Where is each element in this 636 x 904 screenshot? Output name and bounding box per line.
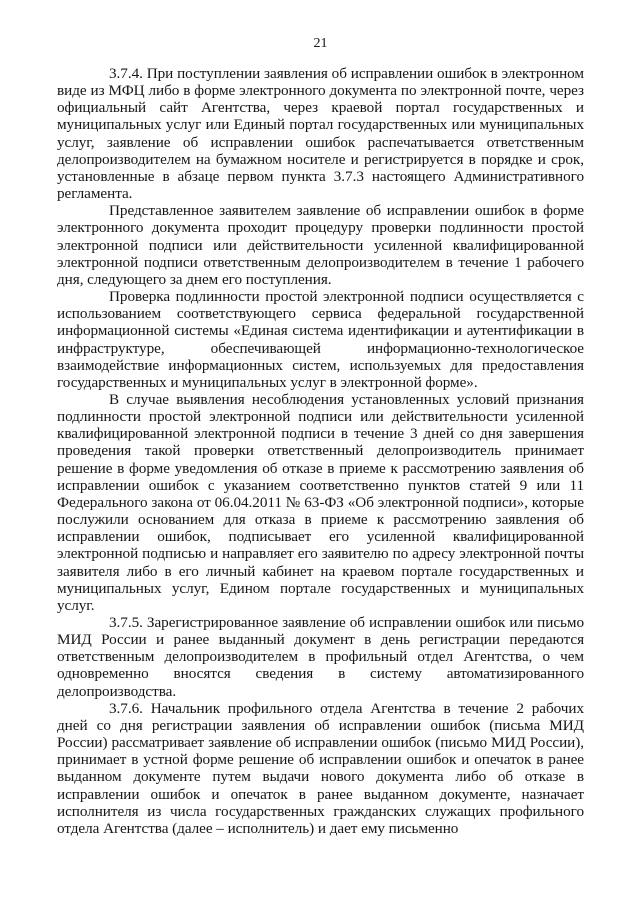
page-number: 21 [313, 36, 328, 51]
paragraph-simple-signature-verification: Проверка подлинности простой электронной подписи осуществляется с использованием соответствующего сервиса федеральной государственной информационной системы «Единая система идентификации и аутентификации в инфраструктуре, обеспечивающей информационно-технологическое взаимодействие информационных систем, используемых для предоставления государственных и муниципальных услуг в электронной форме». [57, 288, 584, 391]
paragraph-signature-rejection: В случае выявления несоблюдения установленных условий признания подлинности простой электронной подписи или действительности усиленной квалифицированной электронной подписи в течение 3 дней со дня завершения проведения такой проверки ответственный делопроизводитель принимает решение в форме уведомления об отказе в приеме к рассмотрению заявления об исправлении ошибок с указанием соответственно пунктов статей 9 или 11 Федерального закона от 06.04.2011 № 63-ФЗ «Об электронной подписи», которые послужили основанием для отказа в приеме к рассмотрению заявления об исправлении ошибок, подписывает его усиленной квалифицированной электронной подписью и направляет его заявителю по адресу электронной почты заявителя либо в его личный кабинет на краевом портале государственных и муниципальных услуг, Едином портале государственных и муниципальных услуг. [57, 390, 584, 614]
paragraph-3-7-5: 3.7.5. Зарегистрированное заявление об исправлении ошибок или письмо МИД России и ранее выданный документ в день регистрации передаются ответственным делопроизводителем в профильный отдел Агентства, о чем одновременно вносятся сведения в систему автоматизированного делопроизводства. [57, 614, 584, 700]
paragraph-3-7-6: 3.7.6. Начальник профильного отдела Агентства в течение 2 рабочих дней со дня регистрации заявления об исправлении ошибок (письма МИД России) рассматривает заявление об исправлении ошибок (письмо МИД России), принимает в устной форме решение об исправлении ошибок и опечаток в ранее выданном документе путем выдачи нового документа либо об отказе в исправлении ошибок и опечаток в ранее выданном документе, назначает исполнителя из числа государственных гражданских служащих профильного отдела Агентства (далее – исполнитель) и дает ему письменно [57, 699, 584, 837]
paragraph-3-7-4: 3.7.4. При поступлении заявления об исправлении ошибок в электронном виде из МФЦ либо в форме электронного документа по электронной почте, через официальный сайт Агентства, через краевой портал государственных и муниципальных услуг или Единый портал государственных или муниципальных услуг, заявление об исправлении ошибок распечатывается ответственным делопроизводителем на бумажном носителе и регистрируется в порядке и срок, установленные в абзаце первом пункта 3.7.3 настоящего Административного регламента. [57, 65, 584, 203]
paragraph-signature-check: Представленное заявителем заявление об исправлении ошибок в форме электронного документа проходит процедуру проверки подлинности простой электронной подписи или действительности усиленной квалифицированной электронной подписи ответственным делопроизводителем в течение 1 рабочего дня, следующего за днем его поступления. [57, 202, 584, 288]
